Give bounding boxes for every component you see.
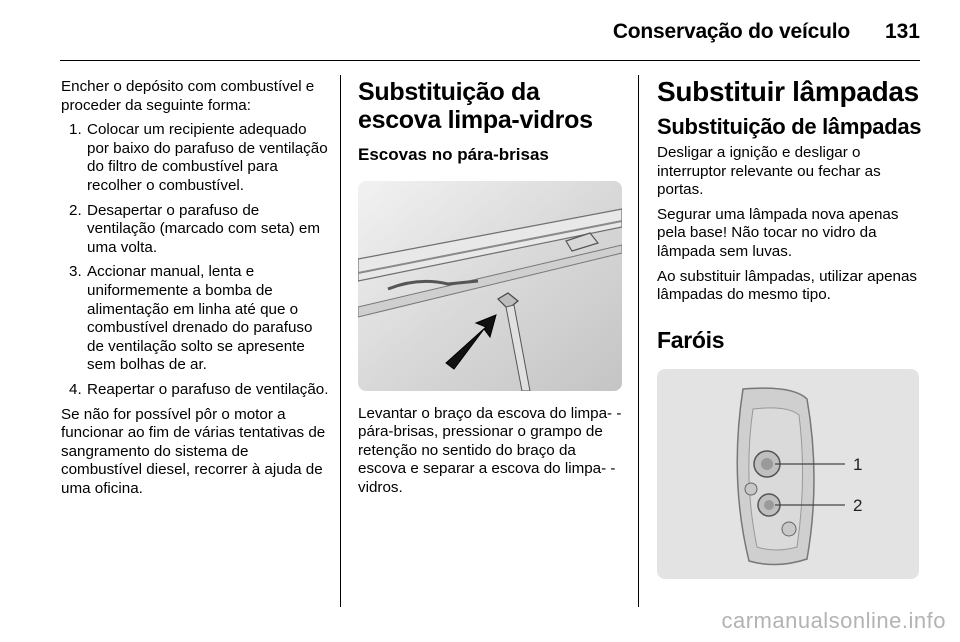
subheading-bulb-replacement: Substituição de lâmpadas: [657, 114, 922, 139]
section-heading-wiper: Substituição da escova limpa-vidros: [358, 78, 593, 134]
step-number: 3.: [69, 263, 82, 281]
section-heading-bulbs: Substituir lâmpadas: [657, 76, 919, 107]
step-item: [61, 121, 329, 195]
step-number: 2.: [69, 201, 82, 219]
step-item: [61, 202, 329, 258]
headlight-figure: [657, 369, 919, 579]
bulb-paragraph: Desligar a ignição e desligar o interruptor relevante ou fechar as portas.: [657, 144, 881, 199]
subheading-windscreen-wipers: Escovas no pára-brisas: [358, 145, 549, 164]
step-text: Desapertar o parafuso de ventilação (marcado com seta) em uma volta.: [87, 201, 320, 256]
bulb-paragraph: Ao substituir lâmpadas, utilizar apenas lâmpadas do mesmo tipo.: [657, 267, 918, 304]
step-number: 1.: [69, 121, 82, 139]
step-number: 4.: [69, 380, 82, 398]
step-item: [61, 381, 329, 400]
site-watermark: carmanualsonline.info: [721, 608, 946, 633]
step-text: Reapertar o parafuso de ventilação.: [87, 380, 329, 398]
callout-label-1: 1: [853, 454, 863, 474]
right-column: [657, 78, 923, 579]
left-column: [61, 78, 329, 504]
bulb-paragraph: Segurar uma lâmpada nova apenas pela base! Não tocar no vidro da lâmpada sem luvas.: [657, 205, 899, 260]
step-text: Accionar manual, lenta e uniformemente a bomba de alimentação em linha até que o combustível drenado do parafuso de ventilação solto se apresente sem bolhas de ar.: [87, 263, 313, 374]
step-item: [61, 263, 329, 375]
column-divider-left: [340, 75, 341, 607]
chapter-title: Conservação do veículo: [612, 20, 850, 43]
intro-paragraph: Encher o depósito com combustível e proceder da seguinte forma:: [61, 78, 315, 114]
wiper-instructions: Levantar o braço da escova do limpa- -pára-brisas, pressionar o grampo de retenção no sentido do braço da escova e separar a escova do limpa- -vidros.: [358, 404, 622, 496]
headlight-illustration: [657, 369, 919, 579]
column-divider-right: [638, 75, 639, 607]
wiper-blade-figure: [358, 181, 622, 391]
callout-label-2: 2: [853, 495, 863, 515]
middle-column: [358, 78, 626, 504]
section-heading-headlights: Faróis: [657, 326, 725, 353]
closing-paragraph: Se não for possível pôr o motor a funcionar ao fim de várias tentativas de sangramento do sistema de combustível diesel, recorrer à ajuda de uma oficina.: [61, 405, 326, 497]
page-number: 131: [884, 20, 920, 43]
procedure-steps: [61, 121, 329, 399]
header-divider: [60, 60, 920, 61]
step-text: Colocar um recipiente adequado por baixo do parafuso de ventilação do filtro de combustível para recolher o combustível.: [87, 121, 328, 194]
wiper-illustration: [358, 181, 622, 391]
